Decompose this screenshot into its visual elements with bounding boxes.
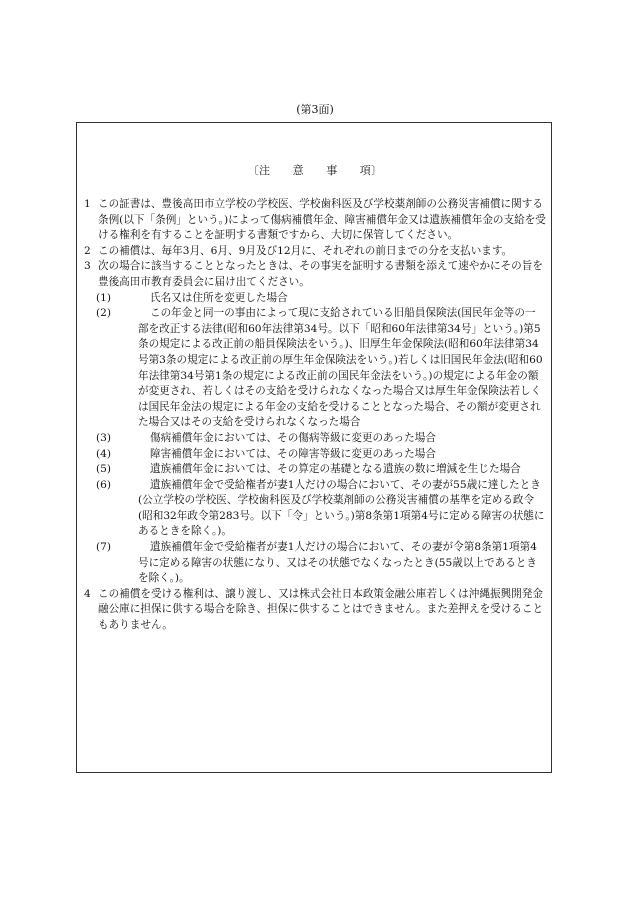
page-label: (第3面) — [296, 103, 334, 116]
subitem-4 — [96, 447, 546, 463]
section-text: この補償は、毎年3月、6月、9月及び12月に、それぞれの前日までの分を支払います。 — [98, 244, 513, 257]
subitem-text: 氏名又は住所を変更した場合 — [150, 291, 288, 304]
section-text: この補償を受ける権利は、譲り渡し、又は株式会社日本政策金融公庫若しくは沖縄振興開発金融公庫に担保に供する場合を除き、担保に供することはできません。また差押えを受けることもありません。 — [98, 587, 544, 632]
section-number: 1 — [84, 198, 91, 210]
section-2 — [84, 244, 546, 260]
subitem-number: (1) — [96, 291, 112, 304]
subitem-number: (3) — [96, 431, 112, 444]
section-number: 2 — [84, 244, 91, 257]
subitem-7 — [96, 540, 546, 587]
subitem-number: (4) — [96, 447, 112, 460]
subitem-2 — [96, 306, 546, 431]
subitem-text: 障害補償年金においては、その障害等級に変更のあった場合 — [150, 447, 436, 460]
section-1 — [84, 197, 546, 244]
notice-body — [84, 197, 546, 634]
section-4 — [84, 587, 546, 634]
section-3 — [84, 259, 546, 290]
subitem-3 — [96, 431, 546, 447]
section-text: 次の場合に該当することとなったときは、その事実を証明する書類を添えて速やかにその旨を豊後高田市教育委員会に届け出てください。 — [98, 260, 543, 288]
notice-heading-text: 〔注 意 事 項〕 — [247, 164, 383, 177]
subitem-number: (7) — [96, 541, 112, 554]
subitem-text: 傷病補償年金においては、その傷病等級に変更のあった場合 — [150, 431, 436, 444]
subitem-5 — [96, 462, 546, 478]
subitem-number: (6) — [96, 478, 112, 491]
subitem-text: この年金と同一の事由によって現に支給されている旧船員保険法(国民年金等の一部を改正する法律(昭和60年法律第34号。以下「昭和60年法律第34号」という。)第5条の規定による改正前の船員保険法をいう。)、旧厚生年金保険法(昭和60年法律第34号第3条の規定による改正前の厚生年金保険法をいう。)若しくは旧国民年金法(昭和60年法律第34号第1条の規定による改正前の国民年金法をいう。)の規定による年金の額が変更され、若しくはその支給を受けられなくなった場合又は厚生年金保険法若しくは国民年金法の規定による年金の支給を受けることとなった場合、その額が変更された場合又はその支給を受けられなくなった場合 — [138, 307, 543, 429]
subitem-number: (5) — [96, 463, 112, 476]
subitem-text: 遺族補償年金においては、その算定の基礎となる遺族の数に増減を生じた場合 — [150, 463, 521, 476]
subitem-text: 遺族補償年金で受給権者が妻1人だけの場合において、その妻が令第8条第1項第4号に定める障害の状態になり、又はその状態でなくなったとき(55歳以上であるときを除く。)。 — [138, 541, 537, 585]
subitem-1 — [96, 291, 546, 307]
subitem-text: 遺族補償年金で受給権者が妻1人だけの場合において、その妻が55歳に達したとき(公立学校の学校医、学校歯科医及び学校薬剤師の公務災害補償の基準を定める政令(昭和32年政令第283号。以下「令」という。)第8条第1項第4号に定める障害の状態にあるときを除く。)。 — [138, 478, 545, 538]
subitem-6 — [96, 478, 546, 540]
section-number: 4 — [84, 587, 91, 600]
section-number: 3 — [84, 260, 91, 273]
subitem-number: (2) — [96, 307, 112, 320]
notice-heading — [0, 162, 630, 178]
section-text: この証書は、豊後高田市立学校の学校医、学校歯科医及び学校薬剤師の公務災害補償に関する条例(以下「条例」という。)によって傷病補償年金、障害補償年金又は遺族補償年金の支給を受ける権利を有することを証明する書類ですから、大切に保管してください。 — [98, 198, 546, 242]
